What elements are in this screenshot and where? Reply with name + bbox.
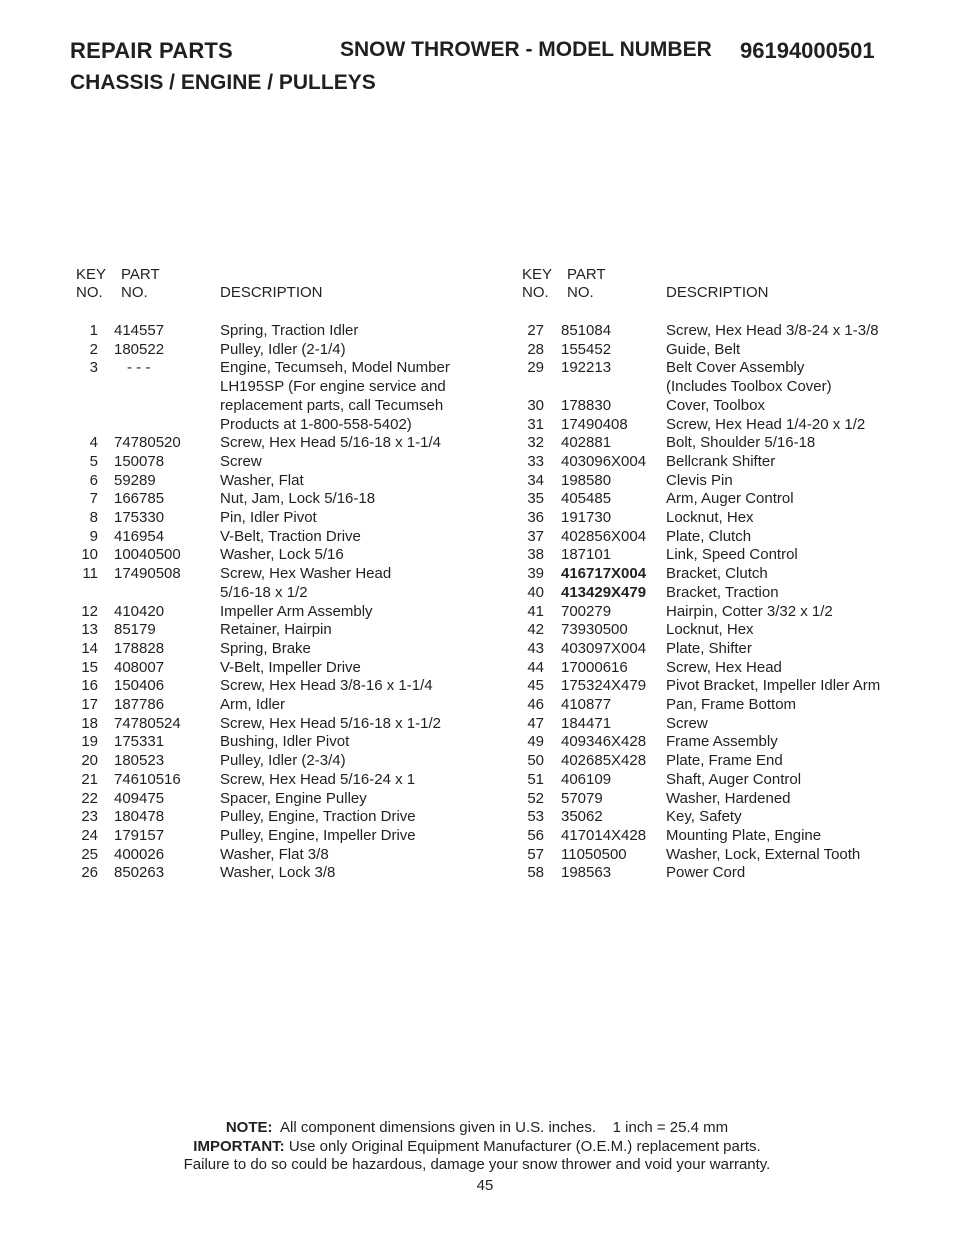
- part-number: 35062: [561, 808, 603, 826]
- part-description: Screw, Hex Head 3/8-16 x 1-1/4: [220, 677, 433, 695]
- part-description: Belt Cover Assembly: [666, 359, 805, 377]
- part-header-line1: PART: [121, 266, 160, 283]
- part-number: 17490408: [561, 415, 628, 433]
- part-description: (Includes Toolbox Cover): [666, 378, 832, 396]
- important-line: [0, 1138, 954, 1157]
- part-number: 17490508: [114, 565, 181, 583]
- part-number: 400026: [114, 845, 165, 863]
- part-description: Bellcrank Shifter: [666, 452, 776, 470]
- key-number: 50: [527, 752, 544, 770]
- part-description: Arm, Idler: [220, 696, 286, 713]
- part-description: V-Belt, Impeller Drive: [220, 658, 361, 676]
- part-description: Screw, Hex Head 1/4-20 x 1/2: [666, 415, 866, 433]
- part-header-line2: NO.: [121, 284, 148, 301]
- part-number: 85179: [114, 621, 156, 639]
- part-number: 410420: [114, 602, 165, 620]
- part-number: 150406: [114, 677, 165, 695]
- page-subtitle: CHASSIS / ENGINE / PULLEYS: [70, 71, 376, 94]
- key-number: 3: [89, 359, 98, 377]
- part-description: Clevis Pin: [666, 471, 733, 489]
- key-number: 16: [81, 677, 98, 695]
- part-description: replacement parts, call Tecumseh: [220, 396, 444, 414]
- part-number: 179157: [114, 826, 165, 844]
- key-number: 31: [527, 415, 544, 433]
- key-number: 57: [527, 845, 544, 863]
- part-number: 403097X004: [561, 639, 647, 657]
- key-number: 40: [527, 583, 544, 601]
- part-number: 74780524: [114, 714, 181, 732]
- important-label: IMPORTANT:: [193, 1137, 285, 1155]
- note-label: NOTE:: [225, 1119, 273, 1136]
- part-description: Plate, Shifter: [666, 639, 752, 657]
- part-description: Pulley, Idler (2-3/4): [220, 752, 346, 770]
- key-header-line2: NO.: [522, 284, 549, 301]
- part-number: 187101: [561, 546, 612, 564]
- part-description: Power Cord: [666, 864, 746, 882]
- part-description: Impeller Arm Assembly: [220, 602, 373, 620]
- key-header-line1: KEY: [76, 266, 107, 283]
- key-number: 46: [527, 696, 544, 713]
- part-description: Products at 1-800-558-5402): [220, 415, 412, 433]
- key-number: 23: [81, 808, 98, 826]
- key-number: 20: [81, 752, 98, 770]
- part-number: 403096X004: [561, 452, 647, 470]
- key-number: 32: [527, 434, 544, 452]
- part-number: 155452: [561, 340, 612, 358]
- key-number: 11: [82, 565, 98, 583]
- part-description: Spring, Traction Idler: [220, 322, 359, 339]
- key-number: 17: [81, 696, 98, 713]
- part-description: Link, Speed Control: [666, 546, 798, 564]
- part-number: 198563: [561, 864, 612, 882]
- part-number: 416954: [114, 527, 165, 545]
- part-number: 180522: [114, 340, 165, 358]
- part-description: Arm, Auger Control: [666, 490, 794, 508]
- part-number: 851084: [561, 322, 612, 339]
- key-number: 8: [89, 509, 98, 526]
- key-number: 19: [81, 733, 98, 751]
- key-number: 52: [527, 789, 544, 807]
- part-description: Pin, Idler Pivot: [220, 509, 317, 526]
- part-number: 850263: [114, 864, 165, 882]
- section-title: REPAIR PARTS: [70, 38, 233, 63]
- part-description: Guide, Belt: [666, 340, 741, 358]
- part-number: 414557: [114, 322, 165, 339]
- part-description: Spacer, Engine Pulley: [220, 789, 367, 807]
- part-number: 408007: [114, 658, 165, 676]
- part-number: 402685X428: [561, 752, 647, 770]
- key-number: 45: [527, 677, 544, 695]
- part-description: Bushing, Idler Pivot: [220, 733, 350, 751]
- page-number: 45: [476, 1177, 494, 1194]
- part-number: 184471: [561, 714, 612, 732]
- part-number: 402881: [561, 434, 612, 452]
- part-number: 178828: [114, 639, 165, 657]
- key-number: 35: [527, 490, 544, 508]
- key-number: 13: [81, 621, 98, 639]
- key-number: 28: [527, 340, 544, 358]
- part-description: Shaft, Auger Control: [666, 770, 802, 788]
- part-description: Bolt, Shoulder 5/16-18: [666, 434, 816, 452]
- part-number: 74780520: [114, 434, 181, 452]
- part-description: Plate, Frame End: [666, 752, 783, 770]
- part-description: Nut, Jam, Lock 5/16-18: [220, 490, 376, 508]
- part-description: Screw, Hex Head 5/16-24 x 1: [220, 770, 416, 788]
- key-number: 43: [527, 639, 544, 657]
- product-title: SNOW THROWER - MODEL NUMBER: [340, 38, 712, 61]
- page-header: [70, 38, 875, 64]
- note-line: [0, 1119, 954, 1138]
- part-number: 57079: [561, 789, 603, 807]
- part-number: 402856X004: [561, 527, 647, 545]
- key-number: 21: [81, 770, 98, 788]
- key-number: 37: [527, 527, 544, 545]
- key-number: 22: [81, 789, 98, 807]
- model-number: 96194000501: [740, 38, 875, 63]
- key-number: 12: [81, 602, 98, 620]
- part-number: 410877: [561, 696, 612, 713]
- part-description: Frame Assembly: [666, 733, 778, 751]
- important-text: Use only Original Equipment Manufacturer (O.E.M.) replacement parts.: [284, 1137, 761, 1155]
- warning-line: Failure to do so could be hazardous, damage your snow thrower and void your warranty.: [183, 1156, 771, 1173]
- part-number: 150078: [114, 452, 165, 470]
- part-description: Plate, Clutch: [666, 527, 752, 545]
- part-description: Screw, Hex Head 5/16-18 x 1-1/2: [220, 714, 441, 732]
- key-number: 4: [89, 434, 98, 452]
- part-number: 59289: [114, 471, 156, 489]
- part-description: Pan, Frame Bottom: [666, 696, 797, 713]
- key-number: 29: [527, 359, 544, 377]
- part-description: Retainer, Hairpin: [220, 621, 332, 639]
- part-number: - - -: [127, 359, 151, 377]
- part-description: Screw: [220, 452, 262, 470]
- part-number: 406109: [561, 770, 612, 788]
- key-number: 42: [527, 621, 544, 639]
- part-description: Pulley, Idler (2-1/4): [220, 340, 346, 358]
- part-number: 178830: [561, 396, 612, 414]
- part-number: 166785: [114, 490, 165, 508]
- part-number: 187786: [114, 696, 165, 713]
- key-number: 18: [81, 714, 98, 732]
- key-number: 58: [527, 864, 544, 882]
- part-description: LH195SP (For engine service and: [220, 378, 446, 396]
- part-description: Key, Safety: [666, 808, 742, 826]
- part-header-line1: PART: [567, 266, 606, 283]
- part-description: Washer, Lock 3/8: [220, 864, 336, 882]
- key-number: 49: [527, 733, 544, 751]
- part-description: Washer, Hardened: [666, 789, 791, 807]
- key-number: 1: [89, 322, 98, 339]
- part-description: Locknut, Hex: [666, 621, 754, 639]
- part-description: Washer, Flat 3/8: [220, 845, 329, 863]
- part-description: Screw, Hex Head 3/8-24 x 1-3/8: [666, 322, 879, 339]
- key-number: 56: [527, 826, 544, 844]
- key-number: 9: [89, 527, 98, 545]
- part-header-line2: NO.: [567, 284, 594, 301]
- part-number: 74610516: [114, 770, 181, 788]
- part-description: Pulley, Engine, Impeller Drive: [220, 826, 416, 844]
- part-number: 10040500: [114, 546, 181, 564]
- part-description: V-Belt, Traction Drive: [220, 527, 361, 545]
- footer-notes: [0, 1119, 954, 1175]
- part-description: Locknut, Hex: [666, 509, 754, 526]
- part-description: Washer, Lock, External Tooth: [666, 845, 861, 863]
- description-header: DESCRIPTION: [220, 284, 323, 301]
- part-number: 175324X479: [561, 677, 647, 695]
- part-description: Washer, Flat: [220, 471, 304, 489]
- part-number: 11050500: [561, 845, 627, 863]
- part-number: 416717X004: [561, 565, 647, 583]
- part-number: 175330: [114, 509, 165, 526]
- key-number: 36: [527, 509, 544, 526]
- key-number: 15: [81, 658, 98, 676]
- part-description: Screw, Hex Head 5/16-18 x 1-1/4: [220, 434, 441, 452]
- key-number: 44: [527, 658, 544, 676]
- part-description: Screw, Hex Head: [666, 658, 782, 676]
- part-description: 5/16-18 x 1/2: [220, 583, 308, 601]
- key-number: 24: [81, 826, 98, 844]
- part-number: 180523: [114, 752, 165, 770]
- note-text: All component dimensions given in U.S. inches. 1 inch = 25.4 mm: [272, 1119, 729, 1136]
- part-number: 409475: [114, 789, 165, 807]
- key-number: 47: [527, 714, 544, 732]
- part-description: Cover, Toolbox: [666, 396, 765, 414]
- description-header: DESCRIPTION: [666, 284, 769, 301]
- part-description: Hairpin, Cotter 3/32 x 1/2: [666, 602, 833, 620]
- part-description: Pulley, Engine, Traction Drive: [220, 808, 416, 826]
- key-number: 2: [89, 340, 98, 358]
- part-number: 405485: [561, 490, 612, 508]
- part-number: 409346X428: [561, 733, 647, 751]
- part-description: Engine, Tecumseh, Model Number: [220, 359, 450, 377]
- part-number: 191730: [561, 509, 612, 526]
- key-number: 14: [81, 639, 98, 657]
- key-number: 6: [89, 471, 98, 489]
- key-number: 53: [527, 808, 544, 826]
- key-number: 5: [89, 452, 98, 470]
- part-description: Pivot Bracket, Impeller Idler Arm: [666, 677, 881, 695]
- key-number: 51: [527, 770, 544, 788]
- key-number: 34: [527, 471, 544, 489]
- key-number: 7: [89, 490, 98, 508]
- part-description: Screw, Hex Washer Head: [220, 565, 392, 583]
- key-number: 10: [81, 546, 98, 564]
- key-number: 27: [527, 322, 544, 339]
- part-number: 17000616: [561, 658, 628, 676]
- key-number: 39: [527, 565, 544, 583]
- part-description: Spring, Brake: [220, 639, 311, 657]
- key-number: 38: [527, 546, 544, 564]
- part-number: 417014X428: [561, 826, 647, 844]
- part-description: Screw: [666, 714, 708, 732]
- key-number: 30: [527, 396, 544, 414]
- key-number: 26: [81, 864, 98, 882]
- part-number: 180478: [114, 808, 165, 826]
- key-header-line1: KEY: [522, 266, 553, 283]
- key-number: 41: [527, 602, 544, 620]
- part-number: 413429X479: [561, 583, 647, 601]
- part-description: Bracket, Clutch: [666, 565, 768, 583]
- key-number: 25: [81, 845, 98, 863]
- part-number: 700279: [561, 602, 612, 620]
- key-number: 33: [527, 452, 544, 470]
- part-number: 192213: [561, 359, 612, 377]
- part-number: 198580: [561, 471, 612, 489]
- part-description: Bracket, Traction: [666, 583, 779, 601]
- part-description: Mounting Plate, Engine: [666, 826, 822, 844]
- part-number: 73930500: [561, 621, 628, 639]
- part-number: 175331: [114, 733, 165, 751]
- key-header-line2: NO.: [76, 284, 103, 301]
- part-description: Washer, Lock 5/16: [220, 546, 344, 564]
